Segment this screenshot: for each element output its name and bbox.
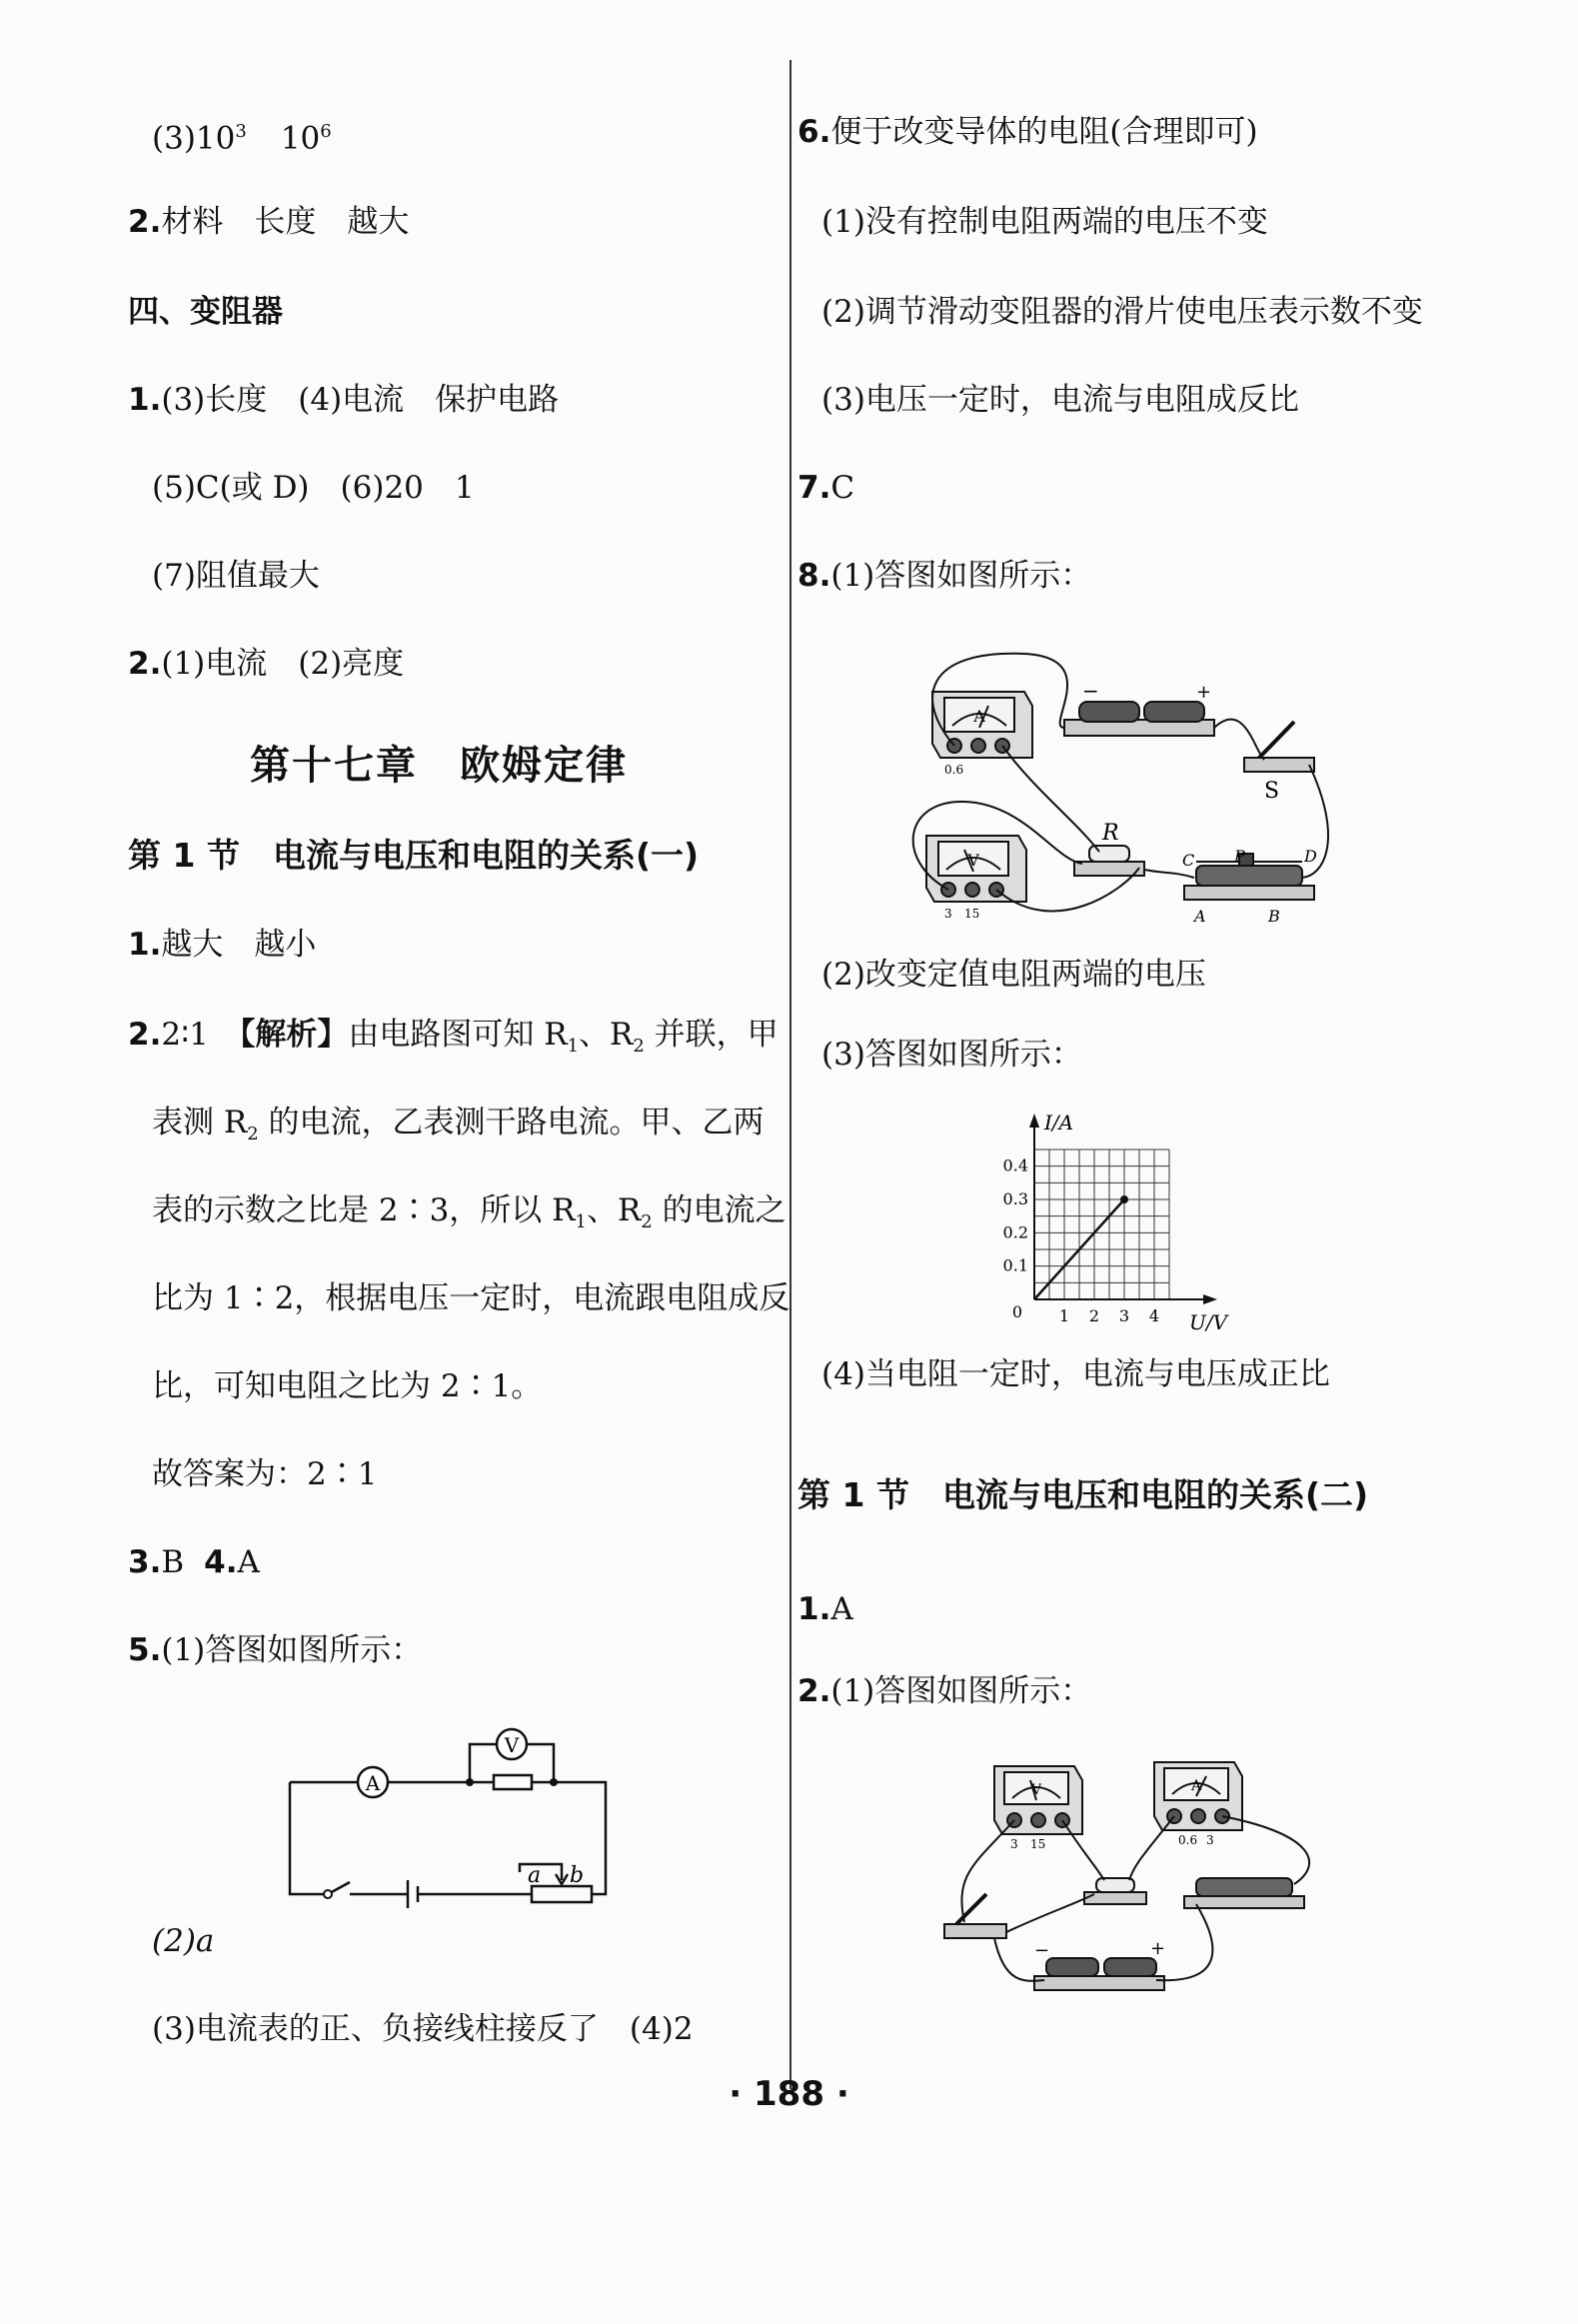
answer-2: 2.材料 长度 越大 <box>128 204 410 240</box>
q5-3: (3)电流表的正、负接线柱接反了 (4)2 <box>152 2011 694 2047</box>
q6-1: (1)没有控制电阻两端的电压不变 <box>821 204 1268 240</box>
q8-2: (2)改变定值电阻两端的电压 <box>821 957 1206 993</box>
fig8-ammeter-range: 0.6 <box>944 763 964 777</box>
answer-2-varistor: 2.(1)电流 (2)亮度 <box>128 646 405 682</box>
fig2-ammeter-range-3: 3 <box>1206 1833 1214 1847</box>
q2-line3: 表的示数之比是 2∶3，所以 $R_1$、$R_2$ 的电流之 <box>152 1192 787 1233</box>
physical-circuit-figure-p2 <box>934 1754 1324 2014</box>
fig2-ammeter-label: A <box>1190 1778 1202 1794</box>
fig8-voltmeter-range-15: 15 <box>964 907 980 921</box>
section-title-1: 第 1 节 电流与电压和电阻的关系(一) <box>128 836 700 875</box>
q8-4: (4)当电阻一定时，电流与电压成正比 <box>821 1356 1330 1392</box>
y-axis-arrow <box>1029 1114 1039 1128</box>
q5-2: (2)a <box>152 1923 215 1959</box>
q2-line1: 2.2∶1 【解析】由电路图可知 $R_1$、$R_2$ 并联，甲 <box>128 1017 779 1058</box>
answer-line-3: $(3)10^3$ $10^6$ <box>152 120 332 157</box>
x-axis-arrow <box>1203 1294 1217 1304</box>
fig2-battery-minus: − <box>1034 1940 1050 1961</box>
x-axis-label: U/V <box>1189 1310 1228 1334</box>
q5: 5.(1)答图如图所示： <box>128 1632 423 1668</box>
answer-1-sub2: (7)阻值最大 <box>152 558 320 594</box>
x-tick-label: 3 <box>1118 1306 1130 1325</box>
fig8-ammeter-label: A <box>973 707 985 726</box>
voltmeter-label: V <box>504 1733 520 1757</box>
q8-3: (3)答图如图所示： <box>821 1037 1082 1073</box>
p1: 1.A <box>797 1591 853 1627</box>
fig2-battery-plus: + <box>1150 1938 1166 1959</box>
answer-1-varistor: 1.(3)长度 (4)电流 保护电路 <box>128 382 560 418</box>
q2-line5: 比，可知电阻之比为 2∶1。 <box>152 1368 543 1404</box>
y-tick-label: 0.2 <box>1002 1222 1028 1242</box>
q1: 1.越大 越小 <box>128 927 317 963</box>
circuit-diagram <box>280 1714 620 1914</box>
fig2-voltmeter-range-15: 15 <box>1030 1837 1046 1851</box>
q6: 6.便于改变导体的电阻(合理即可) <box>797 114 1258 150</box>
fig8-battery-plus: + <box>1196 682 1212 703</box>
q2-line6: 故答案为：2∶1 <box>152 1456 378 1492</box>
fig2-voltmeter-range-3: 3 <box>1010 1837 1018 1851</box>
fig8-voltmeter-label: V <box>967 851 979 870</box>
x-tick-label: 4 <box>1148 1306 1160 1325</box>
y-axis-label: I/A <box>1044 1111 1074 1135</box>
answer-1-sub: (5)C(或 D) (6)20 1 <box>152 470 475 506</box>
fig8-rheostat-c: C <box>1182 851 1195 870</box>
y-tick-label: 0.1 <box>1002 1255 1028 1275</box>
x-tick-label: 2 <box>1088 1306 1100 1325</box>
iu-chart <box>984 1110 1244 1339</box>
section-title-2: 第 1 节 电流与电压和电阻的关系(二) <box>797 1475 1369 1514</box>
fig8-battery-minus: − <box>1082 679 1099 703</box>
fig8-rheostat-a: A <box>1194 907 1206 926</box>
p2: 2.(1)答图如图所示： <box>797 1673 1092 1709</box>
x-tick-label: 1 <box>1058 1306 1070 1325</box>
fig8-switch-label: S <box>1264 779 1280 804</box>
data-point <box>1120 1195 1128 1203</box>
q8: 8.(1)答图如图所示： <box>797 558 1092 594</box>
q2-line4: 比为 1∶2，根据电压一定时，电流跟电阻成反 <box>152 1280 790 1316</box>
q6-3: (3)电压一定时，电流与电阻成反比 <box>821 382 1299 418</box>
label-a: a <box>528 1863 542 1888</box>
q3-q4: 3.B 4.A <box>128 1544 260 1580</box>
fig2-voltmeter-label: V <box>1030 1782 1042 1798</box>
fig8-rheostat-b: B <box>1268 907 1280 926</box>
fig2-ammeter-range-06: 0.6 <box>1178 1833 1198 1847</box>
fig8-rheostat-p: P <box>1234 847 1245 866</box>
fig8-voltmeter-range-3: 3 <box>944 907 952 921</box>
column-divider <box>789 60 791 2089</box>
ammeter-label: A <box>365 1771 381 1795</box>
physical-circuit-figure-q8 <box>904 640 1334 950</box>
page-number: · 188 · <box>729 2074 849 2114</box>
fig8-rheostat-d: D <box>1304 847 1317 866</box>
label-b: b <box>570 1863 585 1888</box>
y-tick-label: 0.4 <box>1002 1156 1028 1175</box>
fig8-resistor-label: R <box>1102 821 1119 846</box>
q2-line2: 表测 $R_2$ 的电流，乙表测干路电流。甲、乙两 <box>152 1105 765 1146</box>
chapter-title: 第十七章 欧姆定律 <box>250 743 628 789</box>
answer-text: (3)10 <box>152 120 236 157</box>
y-tick-label: 0.3 <box>1002 1189 1028 1208</box>
origin-label: 0 <box>1011 1302 1022 1321</box>
section-heading-variable-resistor: 四、变阻器 <box>128 294 283 330</box>
q6-2: (2)调节滑动变阻器的滑片使电压表示数不变 <box>821 294 1423 330</box>
q7: 7.C <box>797 470 855 506</box>
